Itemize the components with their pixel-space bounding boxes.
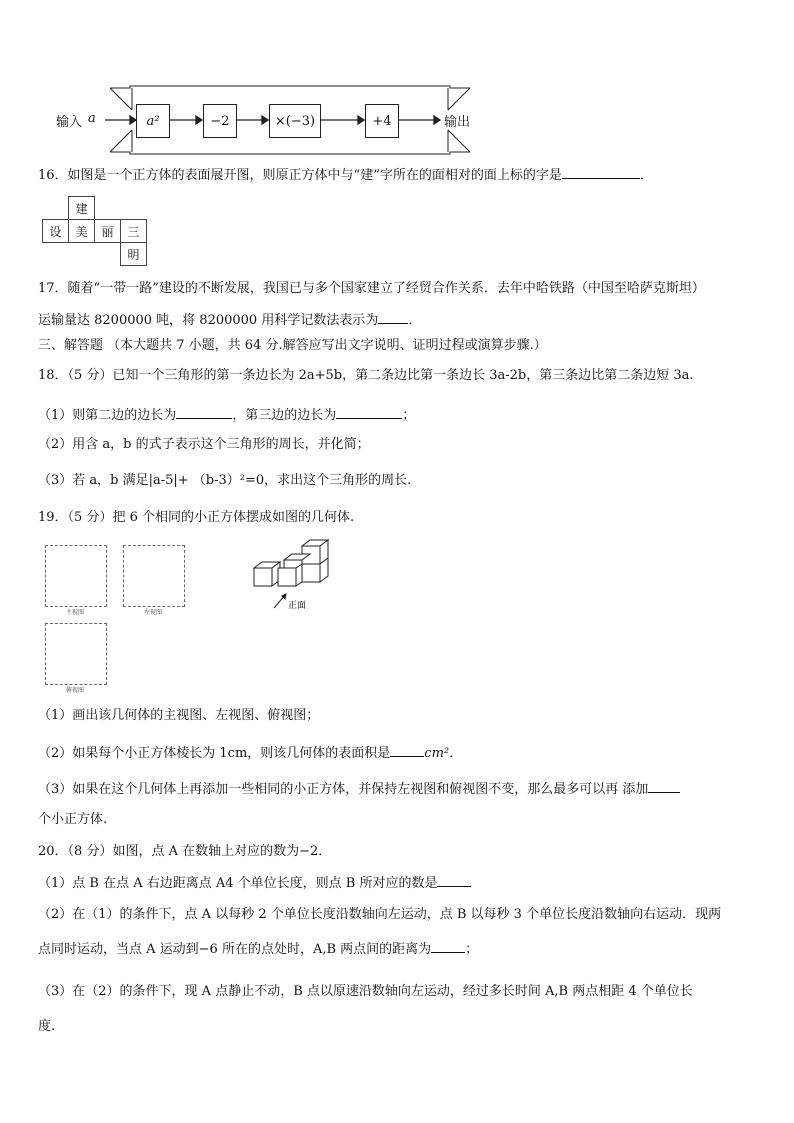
q18-stem: 18．（5 分）已知一个三角形的第一条边长为 2a+5b，第二条边比第一条边长 3a-2b，第三条边比第二条边短 3a.: [38, 368, 694, 383]
net-cell: 三: [121, 220, 147, 243]
cube-solid: [248, 536, 338, 616]
flow-output-label: 输出: [444, 115, 471, 130]
q17-line1: 17．随着“一带一路”建设的不断发展，我国已与多个国家建立了经贸合作关系．去年中哈铁路（中国至哈萨克斯坦）: [38, 281, 705, 296]
front-view-box: [45, 545, 107, 607]
flow-frame: [50, 80, 480, 160]
top-view-box: [45, 623, 107, 685]
net-cell: 设: [43, 220, 69, 243]
q19-stem: 19．（5 分）把 6 个相同的小正方体摆成如图的几何体.: [38, 510, 355, 525]
q19-part3-cont: 个小正方体.: [38, 812, 108, 827]
q20-blank-2: [431, 940, 465, 953]
q20-part2-line1: （2）在（1）的条件下，点 A 以每秒 2 个单位长度沿数轴向左运动，点 B 以每秒 3 个单位长度沿数轴向右运动．现两: [38, 907, 722, 922]
net-cell: 丽: [95, 220, 121, 243]
section-heading: 三、解答题 （本大题共 7 小题，共 64 分.解答应写出文字说明、证明过程或演算步骤.）: [38, 338, 547, 353]
q16-text: 16．如图是一个正方体的表面展开图，则原正方体中与“建”字所在的面相对的面上标的字是 ．: [38, 168, 653, 183]
flow-step-1: a²: [136, 104, 170, 138]
q20-part2-line2: 点同时运动，当点 A 运动到−6 所在的点处时，A,B 两点间的距离为 ；: [38, 942, 479, 957]
q19-part3: （3）如果在这个几何体上再添加一些相同的小正方体，并保持左视图和俯视图不变，那么最多可以再 添加: [38, 780, 680, 799]
top-view-caption: 俯视图: [65, 687, 84, 694]
q18-part1: （1）则第二边的边长为 ，第三边的边长为 ；: [38, 408, 416, 423]
net-bottom: 明: [121, 243, 147, 266]
flow-input-var: a: [88, 111, 96, 126]
net-top: 建: [69, 197, 95, 220]
flow-step-3: ×(−3): [269, 104, 321, 138]
net-cell: 美: [69, 220, 95, 243]
left-view-box: [123, 545, 185, 607]
flow-step-2: −2: [203, 104, 237, 138]
q18-part3: （3）若 a，b 满足|a-5|+ （b-3）²=0，求出这个三角形的周长.: [38, 473, 412, 488]
q17-line2: 运输量达 8200000 吨，将 8200000 用科学记数法表示为 ．: [38, 313, 422, 328]
front-label: 正面: [288, 601, 307, 611]
q20-blank-1: [437, 874, 471, 887]
q19-blank-1: [390, 744, 424, 757]
flow-step-4: +4: [365, 104, 399, 138]
q18-part2: （2）用含 a，b 的式子表示这个三角形的周长，并化简；: [38, 437, 370, 452]
front-view-caption: 主视图: [65, 609, 84, 616]
flow-diagram: [50, 80, 480, 160]
left-view-caption: 左视图: [143, 609, 162, 616]
cube-net: [42, 196, 147, 266]
q20-part3-line2: 度.: [38, 1019, 56, 1034]
q19-part2: （2）如果每个小正方体棱长为 1cm，则该几何体的表面积是 cm²．: [38, 746, 463, 761]
flow-input-label: 输入: [56, 115, 83, 130]
q18-blank-2: [336, 406, 402, 419]
q20-part1: （1）点 B 在点 A 右边距离点 A4 个单位长度，则点 B 所对应的数是: [38, 874, 471, 893]
q20-part3-line1: （3）在（2）的条件下，现 A 点静止不动，B 点以原速沿数轴向左运动，经过多长时间 A,B 两点相距 4 个单位长: [38, 984, 693, 999]
q20-stem: 20．（8 分）如图，点 A 在数轴上对应的数为−2．: [38, 844, 332, 859]
q19-blank-2: [648, 780, 680, 793]
q17-blank: [378, 311, 408, 324]
q19-part1: （1）画出该几何体的主视图、左视图、俯视图；: [38, 708, 320, 723]
q18-blank-1: [176, 406, 232, 419]
q16-blank: [562, 166, 640, 179]
